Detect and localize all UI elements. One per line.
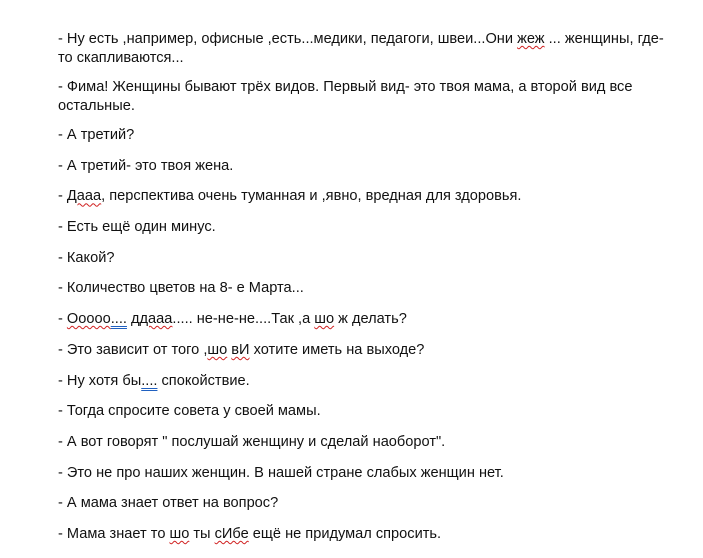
dialogue-line — [58, 218, 668, 237]
dialogue-line — [58, 372, 668, 391]
text-run: хотите иметь на выходе? — [249, 341, 425, 358]
dialogue-line — [58, 78, 668, 116]
dialogue-line — [58, 310, 668, 329]
spelling-error-word: Дааа — [66, 188, 102, 205]
dialogue-line — [58, 525, 668, 544]
text-run: - Это зависит от того , — [58, 341, 208, 358]
text-run: - А третий? — [58, 127, 135, 143]
spelling-error-word: сИбе — [214, 525, 249, 542]
text-run: ты — [189, 525, 215, 542]
text-run: - — [58, 311, 67, 328]
text-run: - А вот говорят " послушай женщину и сделай наоборот". — [58, 433, 446, 450]
dialogue-line — [58, 157, 668, 176]
grammar-mark: .... — [141, 372, 158, 389]
text-run: - А мама знает ответ на вопрос? — [58, 495, 279, 512]
text-run: - Количество цветов на 8- е Марта... — [58, 280, 304, 297]
grammar-mark: .... — [110, 311, 127, 328]
spelling-error-word: шо — [207, 341, 228, 358]
dialogue-line — [58, 494, 668, 513]
text-run: - Тогда спросите совета у своей мамы. — [58, 403, 321, 420]
spelling-error-word: Ооооо — [66, 311, 111, 328]
dialogue-line — [58, 433, 668, 452]
dialogue-line — [58, 402, 668, 421]
spelling-error-word: жеж — [517, 31, 545, 47]
text-run: спокойствие. — [157, 372, 250, 389]
text-run: - А третий- это твоя жена. — [58, 157, 234, 174]
text-run: , перспектива очень туманная и ,явно, вредная для здоровья. — [101, 188, 522, 205]
spelling-error-word: шо — [169, 525, 190, 542]
dialogue-line — [58, 249, 668, 268]
text-run: - Ну есть ,например, офисные ,есть...медики, педагоги, швеи...Они — [58, 31, 518, 47]
text-run: - Это не про наших женщин. В нашей стране слабых женщин нет. — [58, 464, 504, 481]
spelling-error-word: ддааа — [131, 311, 173, 328]
text-run: - Какой? — [58, 249, 115, 266]
dialogue-line — [58, 126, 668, 145]
dialogue-line — [58, 187, 668, 206]
dialogue-line — [58, 464, 668, 483]
document-body[interactable] — [58, 30, 668, 556]
text-run: - — [58, 188, 67, 205]
dialogue-line — [58, 341, 668, 360]
text-run: ещё не придумал спросить. — [248, 525, 442, 542]
spelling-error-word: вИ — [231, 341, 250, 358]
text-run: - Фима! Женщины бывают трёх видов. Первый вид- это твоя мама, а второй вид все остальные. — [58, 79, 633, 114]
text-run: - Ну хотя бы — [58, 372, 142, 389]
text-run: ж делать? — [334, 311, 407, 328]
dialogue-line — [58, 30, 668, 68]
text-run: - Мама знает то — [58, 525, 170, 542]
text-run: ... женщины, где-то скапливаются... — [58, 31, 664, 66]
spelling-error-word: шо — [314, 311, 335, 328]
text-run: - Есть ещё один минус. — [58, 219, 216, 236]
text-run: ..... не-не-не....Так ,а — [172, 311, 315, 328]
dialogue-line — [58, 279, 668, 298]
